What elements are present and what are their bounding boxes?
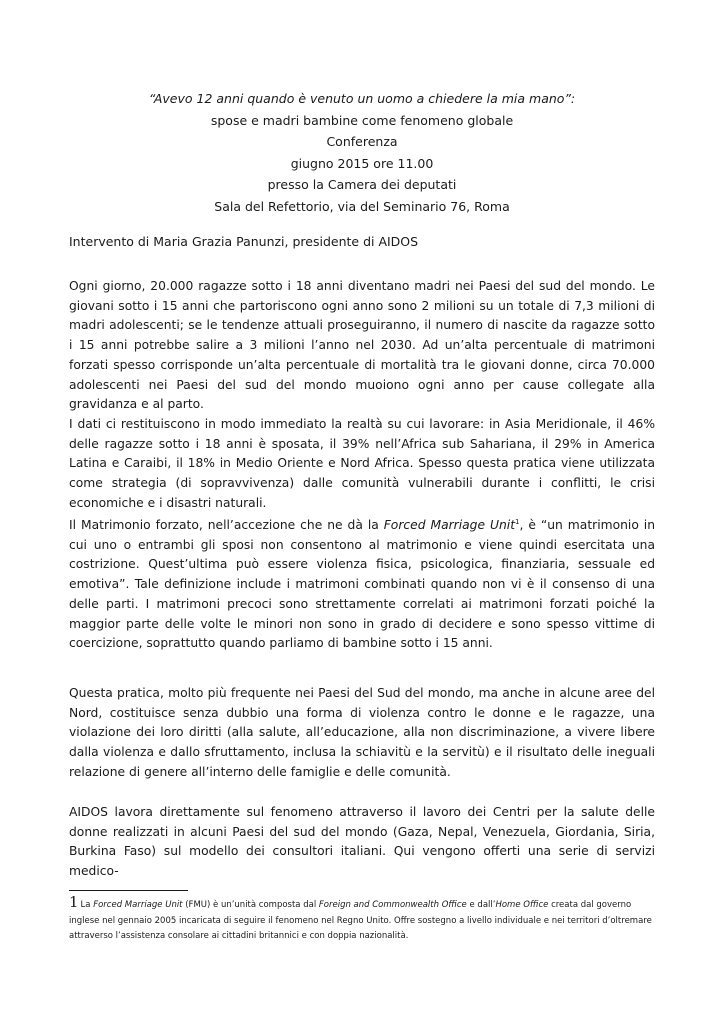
fmu-term: Forced Marriage Unit (383, 518, 516, 532)
footnote-text: creata dal governo inglese nel gennaio 2005 incaricata di seguire il fenomeno nel Regno Unito. Offre sostegno a livello individuale e nei territori d’oltremare attraverso l’assistenza consolare ai cittadini britannici e con doppia nazionalità. (69, 900, 652, 941)
footnote-separator (69, 890, 188, 891)
body-paragraph-3 (69, 684, 655, 783)
body-paragraph-2 (69, 516, 655, 654)
event-date: giugno 2015 ore 11.00 (290, 155, 434, 171)
paragraph-text: Questa pratica, molto più frequente nei Paesi del Sud del mondo, ma anche in alcune aree del Nord, costituisce senza dubbio una forma di violenza contro le donne e le ragazze, una violazione dei loro diritti (alla salute, all’educazione, alla non discriminazione, a vivere libere dalla violenza e dallo sfruttamento, inclusa la schiavitù e la servitù) e il risultato delle ineguali relazione di genere all’interno delle famiglie e delle comunità. (69, 686, 655, 779)
footnote-term: Foreign and Commonwealth Office (318, 900, 467, 910)
paragraph-text: I dati ci restituiscono in modo immediato la realtà su cui lavorare: in Asia Meridionale, il 46% delle ragazze sotto i 18 anni è sposata, il 39% nell’Africa sub Sahariana, il 29% in America Latina e Caraibi, il 18% in Medio Oriente e Nord Africa. Spesso questa pratica viene utilizzata come strategia (di sopravvivenza) dalle comunità vulnerabili durante i conflitti, le crisi economiche e i disastri naturali. (69, 416, 655, 510)
document-header (60, 88, 664, 217)
footnote-text: e dall’ (466, 900, 496, 910)
footnote-text: (FMU) è un’unità composta dal (182, 900, 319, 910)
event-place: presso la Camera dei deputati (267, 177, 457, 192)
paragraph-text-segment: , è “un matrimonio in cui uno o entrambi gli sposi non consentono al matrimonio e viene quindi esercitata una costrizione. Quest’ultima può essere violenza fisica, psicologica, finanziaria, sessuale ed emotiva”. Tale definizione include i matrimoni combinati quando non vi è il consenso di una delle parti. I matrimoni precoci sono strettamente correlati ai matrimoni forzati poiché la maggior parte delle volte le minori non sono in grado di decidere e sono spesso vittime di coercizione, soprattutto quando parliamo di bambine sotto i 15 anni. (69, 518, 656, 651)
body-paragraph-4 (69, 803, 655, 882)
paragraph-text (69, 516, 655, 654)
paragraph-text-segment: Il Matrimonio forzato, nell’accezione che ne dà la (69, 518, 384, 532)
conference-subtitle: spose e madri bambine come fenomeno globale (210, 112, 514, 128)
event-room: Sala del Refettorio, via del Seminario 76, Roma (214, 198, 510, 214)
footnote-reference[interactable]: 1 (515, 517, 520, 526)
footnote-number: 1 (69, 893, 79, 911)
footnote-text: La (80, 900, 94, 910)
paragraph-text: Ogni giorno, 20.000 ragazze sotto i 18 anni diventano madri nei Paesi del sud del mondo. Le giovani sotto i 15 anni che partoriscono ogni anno sono 2 milioni su un totale di 7,3 milioni di madri adolescenti; se le tendenze attuali proseguiranno, il numero di nascite da ragazze sotto i 15 anni potrebbe salire a 3 milioni l’anno nel 2030. Ad un’alta percentuale di matrimoni forzati spesso corrisponde un’alta percentuale di mortalità tra le giovani donne, circa 70.000 adolescenti nei Paesi del sud del mondo muoiono ogni anno per cause collegate alla gravidanza e al parto. (69, 279, 655, 412)
footnote (69, 895, 659, 945)
footnote-term: Forced Marriage Unit (93, 900, 183, 910)
conference-title-quote: “Avevo 12 anni quando è venuto un uomo a chiedere la mia mano”: (148, 91, 576, 106)
paragraph-text: AIDOS lavora direttamente sul fenomeno attraverso il lavoro dei Centri per la salute delle donne realizzati in alcuni Paesi del sud del mondo (Gaza, Nepal, Venezuela, Giordania, Siria, Burkina Faso) sul modello dei consultori italiani. Qui vengono offerti una serie di servizi medico- (69, 805, 655, 879)
event-type: Conferenza (326, 134, 398, 149)
footnote-term: Home Office (495, 900, 549, 910)
speaker-heading: Intervento di Maria Grazia Panunzi, presidente di AIDOS (69, 234, 419, 249)
body-paragraph-1 (69, 277, 655, 513)
